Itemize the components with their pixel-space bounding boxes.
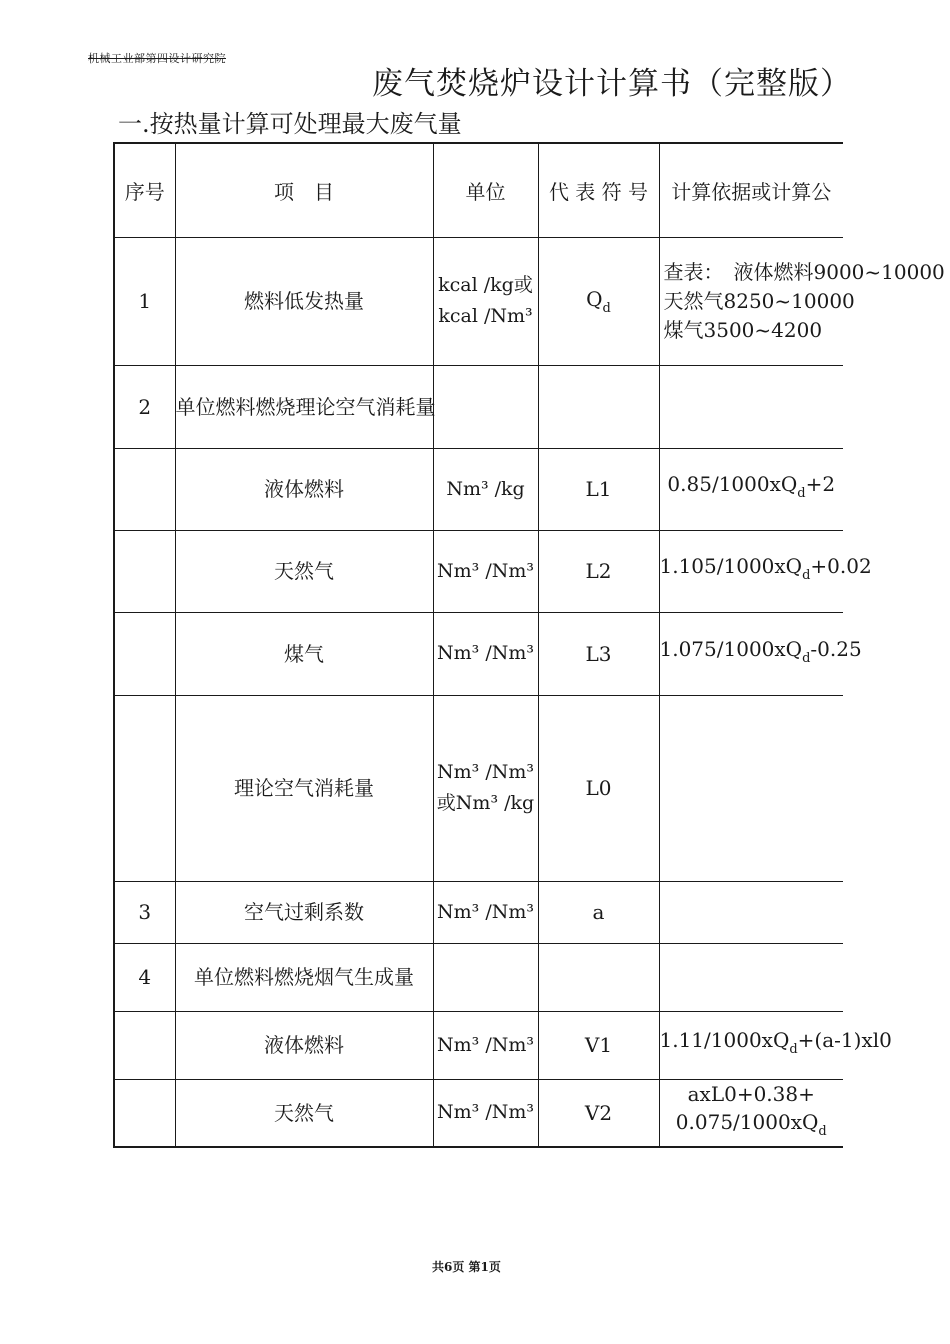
row-basis <box>659 1079 843 1147</box>
row-number <box>114 448 175 530</box>
row-basis <box>659 448 843 530</box>
row-unit: Nm³ /Nm³ <box>433 1011 538 1079</box>
row-symbol: a <box>538 881 659 943</box>
row-unit <box>433 695 538 881</box>
row-item: 单位燃料燃烧烟气生成量 <box>175 943 433 1011</box>
row-unit <box>433 943 538 1011</box>
row-unit: Nm³ /Nm³ <box>433 1079 538 1147</box>
row-number: 4 <box>114 943 175 1011</box>
table-row <box>114 365 843 448</box>
formula-subscript: d <box>802 650 811 666</box>
unit-line: 或Nm³ /kg <box>436 792 535 814</box>
row-item: 液体燃料 <box>175 1011 433 1079</box>
table-header-row <box>114 143 843 237</box>
table-row <box>114 943 843 1011</box>
formula-text: +0.02 <box>810 554 872 578</box>
formula-text: +2 <box>805 472 836 496</box>
symbol-subscript: d <box>602 300 611 316</box>
row-number <box>114 530 175 612</box>
row-basis <box>659 530 872 612</box>
row-basis <box>659 943 843 1011</box>
row-item: 液体燃料 <box>175 448 433 530</box>
row-basis <box>659 695 843 881</box>
row-number: 2 <box>114 365 175 448</box>
row-symbol: V1 <box>538 1011 659 1079</box>
row-basis <box>659 365 843 448</box>
header-symbol: 代 表 符 号 <box>538 143 659 237</box>
row-basis <box>659 1011 892 1079</box>
symbol-text: Q <box>586 286 603 311</box>
row-number <box>114 612 175 695</box>
row-item: 空气过剩系数 <box>175 881 433 943</box>
row-symbol <box>538 237 659 365</box>
page-footer: 共6页 第1页 <box>432 1260 501 1274</box>
row-number <box>114 695 175 881</box>
formula-subscript: d <box>802 568 811 583</box>
row-item: 理论空气消耗量 <box>175 695 433 881</box>
header-no: 序号 <box>114 143 175 237</box>
row-symbol: L3 <box>538 612 659 695</box>
formula-text: +(a-1)xl0 <box>797 1028 892 1052</box>
formula-text: 1.105/1000xQ <box>659 554 803 578</box>
row-number: 1 <box>114 237 175 365</box>
table-row <box>114 530 843 612</box>
row-unit: Nm³ /Nm³ <box>433 612 538 695</box>
row-item: 燃料低发热量 <box>175 237 433 365</box>
table-row <box>114 448 843 530</box>
row-basis <box>659 881 843 943</box>
header-basis: 计算依据或计算公 <box>659 143 843 237</box>
row-symbol: V2 <box>538 1079 659 1147</box>
formula-text: 1.075/1000xQ <box>659 636 803 661</box>
header-unit: 单位 <box>433 143 538 237</box>
table-row <box>114 1011 843 1079</box>
row-item: 天然气 <box>175 1079 433 1147</box>
formula-subscript: d <box>789 1042 798 1057</box>
row-unit: Nm³ /Nm³ <box>433 881 538 943</box>
formula-text: 1.11/1000xQ <box>659 1028 790 1052</box>
row-symbol <box>538 365 659 448</box>
row-unit <box>433 365 538 448</box>
row-symbol: L1 <box>538 448 659 530</box>
row-number <box>114 1079 175 1147</box>
table-row <box>114 695 843 881</box>
formula-line <box>660 1108 844 1146</box>
row-number: 3 <box>114 881 175 943</box>
row-item: 天然气 <box>175 530 433 612</box>
section-heading: 一.按热量计算可处理最大废气量 <box>118 110 462 138</box>
row-symbol: L2 <box>538 530 659 612</box>
row-unit: Nm³ /Nm³ <box>433 530 538 612</box>
document-title: 废气焚烧炉设计计算书（完整版） <box>372 66 852 102</box>
header-item: 项 目 <box>175 143 433 237</box>
row-unit <box>433 237 538 365</box>
calculation-table <box>113 142 945 1148</box>
table-row <box>114 1079 843 1147</box>
formula-subscript: d <box>797 486 806 501</box>
organization-header: 机械工业部第四设计研究院 <box>88 52 226 65</box>
row-unit: Nm³ /kg <box>433 448 538 530</box>
table-row <box>114 612 843 695</box>
row-number <box>114 1011 175 1079</box>
formula-text: 0.075/1000xQ <box>675 1109 819 1134</box>
formula-text: -0.25 <box>810 636 862 661</box>
row-basis <box>659 612 862 695</box>
unit-line: kcal /kg或 <box>438 274 533 296</box>
formula-line: axL0+0.38+ <box>687 1081 815 1106</box>
table-row <box>114 881 843 943</box>
row-item: 单位燃料燃烧理论空气消耗量 <box>175 365 433 448</box>
row-basis <box>659 237 945 365</box>
unit-line: Nm³ /Nm³ <box>437 761 534 783</box>
table-row <box>114 237 843 365</box>
formula-subscript: d <box>818 1123 827 1139</box>
row-symbol <box>538 943 659 1011</box>
formula-text: 0.85/1000xQ <box>667 472 798 496</box>
row-symbol: L0 <box>538 695 659 881</box>
basis-line: 煤气3500~4200 <box>663 317 823 342</box>
basis-line: 查表： 液体燃料9000~10000 <box>663 259 945 284</box>
unit-line: kcal /Nm³ <box>438 305 533 327</box>
basis-line: 天然气8250~10000 <box>663 288 855 313</box>
row-item: 煤气 <box>175 612 433 695</box>
